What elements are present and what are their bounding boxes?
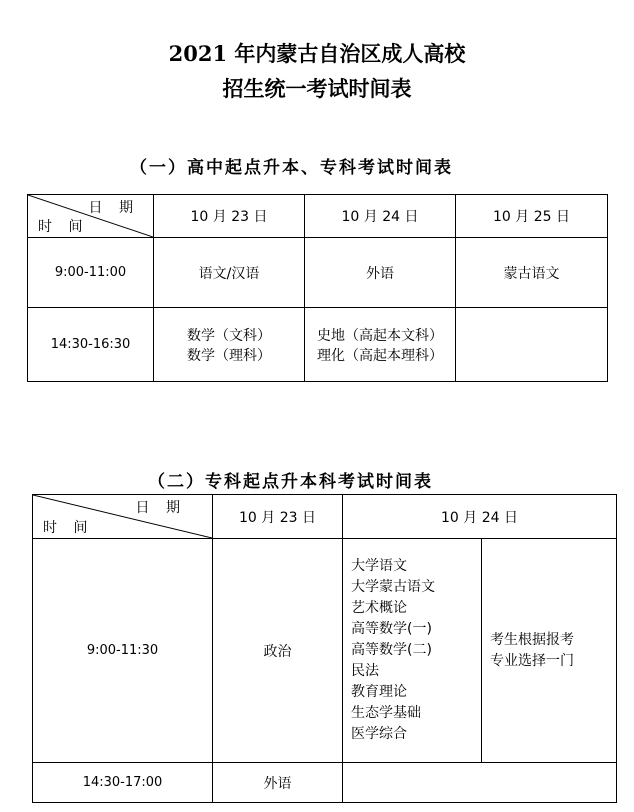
date-header: 10 月 25 日 (456, 195, 608, 238)
date-header: 10 月 24 日 (305, 195, 456, 238)
time-cell: 14:30-17:00 (33, 763, 213, 803)
date-header: 10 月 23 日 (213, 495, 343, 539)
subject-line: 数学（文科） (187, 327, 271, 344)
subject-cell (154, 308, 305, 382)
subject-line: 理化（高起本理科） (317, 347, 443, 364)
date-label: 日 期 (88, 200, 139, 216)
subject-cell: 语文/汉语 (154, 238, 305, 308)
subject-list-cell (343, 539, 482, 763)
subject-item: 高等数学(一) (351, 621, 432, 637)
subject-cell: 外语 (213, 763, 343, 803)
note-line: 专业选择一门 (490, 652, 574, 669)
subject-item: 艺术概论 (351, 600, 407, 616)
subject-item: 民法 (351, 663, 379, 679)
subject-item: 大学蒙古语文 (351, 579, 435, 595)
time-label: 时 间 (38, 219, 89, 235)
subject-cell (305, 308, 456, 382)
subject-item: 教育理论 (351, 684, 407, 700)
time-label: 时 间 (43, 520, 94, 536)
section2-title: （二）专科起点升本科考试时间表 (148, 472, 433, 492)
subject-line: 数学（理科） (187, 347, 271, 364)
note-line: 考生根据报考 (490, 631, 574, 648)
subject-cell: 蒙古语文 (456, 238, 608, 308)
date-header: 10 月 23 日 (154, 195, 305, 238)
subject-item: 医学综合 (351, 726, 407, 742)
diagonal-header-cell (33, 495, 213, 539)
date-label: 日 期 (135, 500, 186, 516)
subject-item: 生态学基础 (351, 705, 421, 721)
time-cell: 9:00-11:00 (28, 238, 154, 308)
time-cell: 14:30-16:30 (28, 308, 154, 382)
page-title-line2: 招生统一考试时间表 (222, 76, 412, 101)
note-cell (482, 539, 617, 763)
schedule-table-2 (32, 494, 617, 803)
time-cell: 9:00-11:30 (33, 539, 213, 763)
subject-cell: 政治 (213, 539, 343, 763)
date-header: 10 月 24 日 (343, 495, 617, 539)
empty-cell (343, 763, 617, 803)
subject-cell: 外语 (305, 238, 456, 308)
subject-line: 史地（高起本文科） (317, 327, 443, 344)
diagonal-header-cell (28, 195, 154, 238)
schedule-table-1 (27, 194, 608, 382)
section1-title: （一）高中起点升本、专科考试时间表 (130, 158, 453, 178)
subject-item: 高等数学(二) (351, 642, 432, 658)
page-title-line1: 2021 年内蒙古自治区成人高校 (168, 41, 466, 66)
empty-cell (456, 308, 608, 382)
subject-item: 大学语文 (351, 558, 407, 574)
